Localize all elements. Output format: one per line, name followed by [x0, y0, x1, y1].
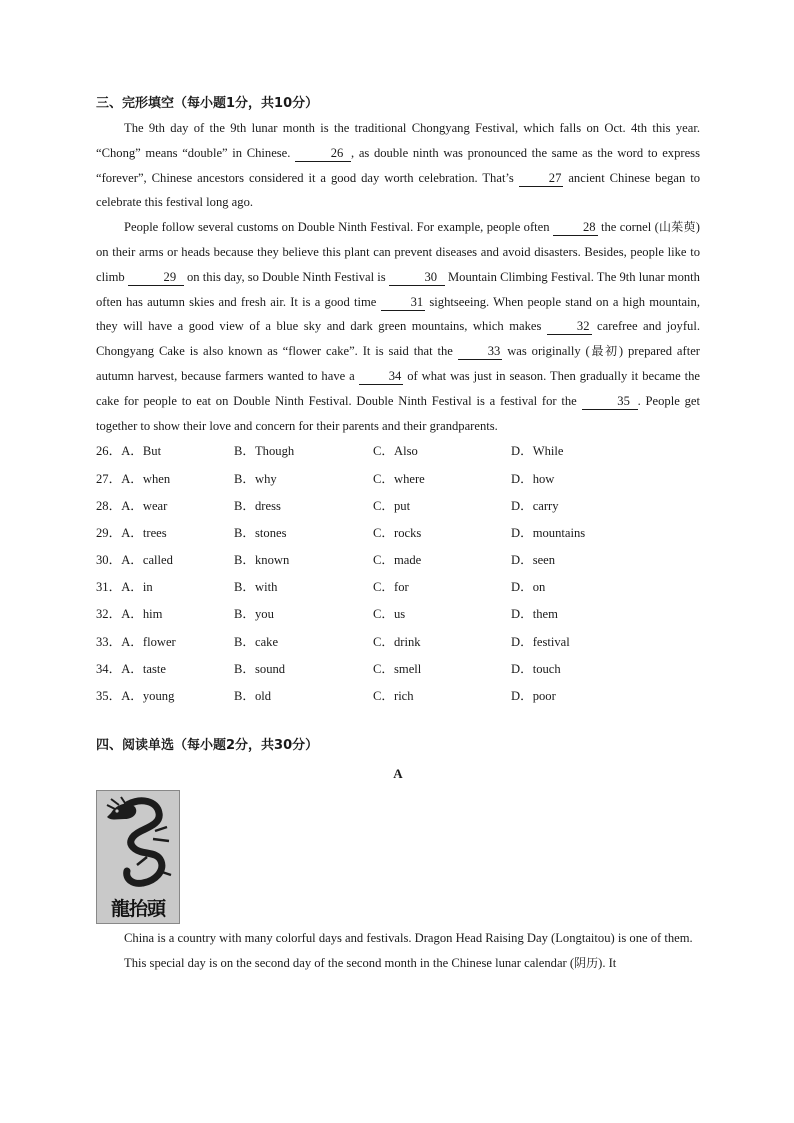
option-a: 26．A．But [96, 444, 162, 459]
option-c: C．Also [373, 444, 418, 459]
option-c: C．us [373, 607, 406, 622]
document-page [96, 92, 700, 976]
question-row [96, 520, 700, 547]
option-c: C．rich [373, 689, 414, 704]
option-b: B．stones [234, 525, 287, 540]
blank-29: 29 [128, 270, 184, 286]
option-a: 27．A．when [96, 471, 171, 486]
text: of what was just in season. Then gradually it became the cake for people to eat on Double Ninth Festival. Double Ninth Festival is a festival for the [96, 368, 700, 408]
option-d: D．mountains [511, 525, 586, 540]
text: the cornel ( [597, 220, 659, 235]
blank-27: 27 [519, 171, 564, 187]
reading-paragraph-2 [96, 951, 700, 976]
option-d: D．on [511, 580, 546, 595]
text: . People get together to show their love and concern for their parents and their grandparents. [96, 393, 701, 433]
option-c: C．made [373, 553, 422, 568]
text: on this day, so Double Ninth Festival is [183, 269, 389, 284]
question-row [96, 574, 700, 601]
blank-35: 35 [582, 394, 638, 410]
option-c: C．rocks [373, 525, 422, 540]
option-d: D．seen [511, 553, 556, 568]
question-row [96, 466, 700, 493]
option-c: C．for [373, 580, 409, 595]
option-c: C．put [373, 498, 411, 513]
text: sightseeing. When people stand on a high mountain, they will have a good view of a blue sky and dark green mountains, which makes [96, 294, 700, 334]
option-d: D．how [511, 471, 555, 486]
question-row [96, 493, 700, 520]
option-b: B．with [234, 580, 278, 595]
blank-30: 30 [389, 270, 445, 286]
option-c: C．smell [373, 661, 422, 676]
option-b: B．why [234, 471, 277, 486]
blank-26: 26 [295, 146, 351, 162]
option-d: D．touch [511, 661, 561, 676]
blank-28: 28 [553, 220, 598, 236]
option-b: B．old [234, 689, 272, 704]
text: Mountain Climbing Festival. The 9th lunar month often has autumn skies and fresh air. It is a good time [96, 269, 700, 309]
chinese-gloss: 山茱萸 [658, 220, 696, 235]
question-row [96, 438, 700, 465]
text: The 9th day of the 9th lunar month is the traditional Chongyang Festival, which falls on Oct. 4th this year. “Chong” means “double” in Chinese. [96, 121, 700, 160]
text: ) on their arms or heads because they believe this plant can prevent diseases and avoid disasters. Besides, people like to climb [96, 220, 700, 284]
option-c: C．where [373, 471, 425, 486]
text: ancient Chinese began to celebrate this festival long ago. [96, 170, 700, 210]
text: carefree and joyful. Chongyang Cake is also known as “flower cake”. It is said that the [96, 319, 700, 359]
cloze-paragraph-1 [96, 116, 700, 215]
question-row [96, 629, 700, 656]
text: ) prepared after autumn harvest, because farmers wanted to have a [96, 344, 700, 383]
section-4-title: 四、阅读单选（每小题2分，共30分） [96, 738, 319, 754]
option-d: D．poor [511, 689, 556, 704]
option-b: B．sound [234, 661, 286, 676]
section-3-title: 三、完形填空（每小题1分，共10分） [96, 96, 319, 111]
dragon-icon [97, 791, 179, 895]
chinese-gloss: 最初 [589, 344, 619, 359]
blank-31: 31 [381, 295, 426, 311]
question-row [96, 601, 700, 628]
option-b: B．dress [234, 498, 281, 513]
chinese-gloss: 阴历 [574, 956, 599, 971]
image-caption: 龍抬頭 [110, 898, 165, 921]
text: ). It [598, 956, 617, 971]
option-a: 29．A．trees [96, 525, 167, 540]
passage-label: A [393, 766, 403, 782]
option-a: 35．A．young [96, 689, 175, 704]
answer-options [96, 438, 700, 710]
option-d: D．them [511, 607, 558, 622]
cloze-paragraph-2 [96, 215, 700, 438]
option-b: B．known [234, 553, 290, 568]
option-b: B．Though [234, 444, 295, 459]
option-b: B．you [234, 607, 274, 622]
question-row [96, 683, 700, 710]
blank-32: 32 [547, 319, 592, 335]
option-d: D．carry [511, 498, 559, 513]
blank-33: 33 [458, 344, 503, 360]
text: People follow several customs on Double Ninth Festival. For example, people often [124, 220, 553, 235]
dragon-image [96, 790, 180, 924]
text: This special day is on the second day of the second month in the Chinese lunar calendar ( [124, 956, 575, 971]
option-a: 28．A．wear [96, 498, 168, 513]
option-a: 31．A．in [96, 580, 153, 595]
reading-paragraph-1: China is a country with many colorful days and festivals. Dragon Head Raising Day (Longtaitou) is one of them. [124, 931, 693, 946]
question-row [96, 656, 700, 683]
option-a: 30．A．called [96, 553, 173, 568]
option-a: 33．A．flower [96, 634, 176, 649]
option-d: D．While [511, 444, 564, 459]
option-a: 32．A．him [96, 607, 163, 622]
option-d: D．festival [511, 634, 570, 649]
text: was originally ( [502, 344, 590, 359]
option-c: C．drink [373, 634, 421, 649]
blank-34: 34 [359, 369, 404, 385]
text: , as double ninth was pronounced the same as the word to express “forever”, Chinese ancestors considered it a good day worth celebration. That’s [96, 145, 700, 185]
option-a: 34．A．taste [96, 661, 166, 676]
question-row [96, 547, 700, 574]
option-b: B．cake [234, 634, 279, 649]
